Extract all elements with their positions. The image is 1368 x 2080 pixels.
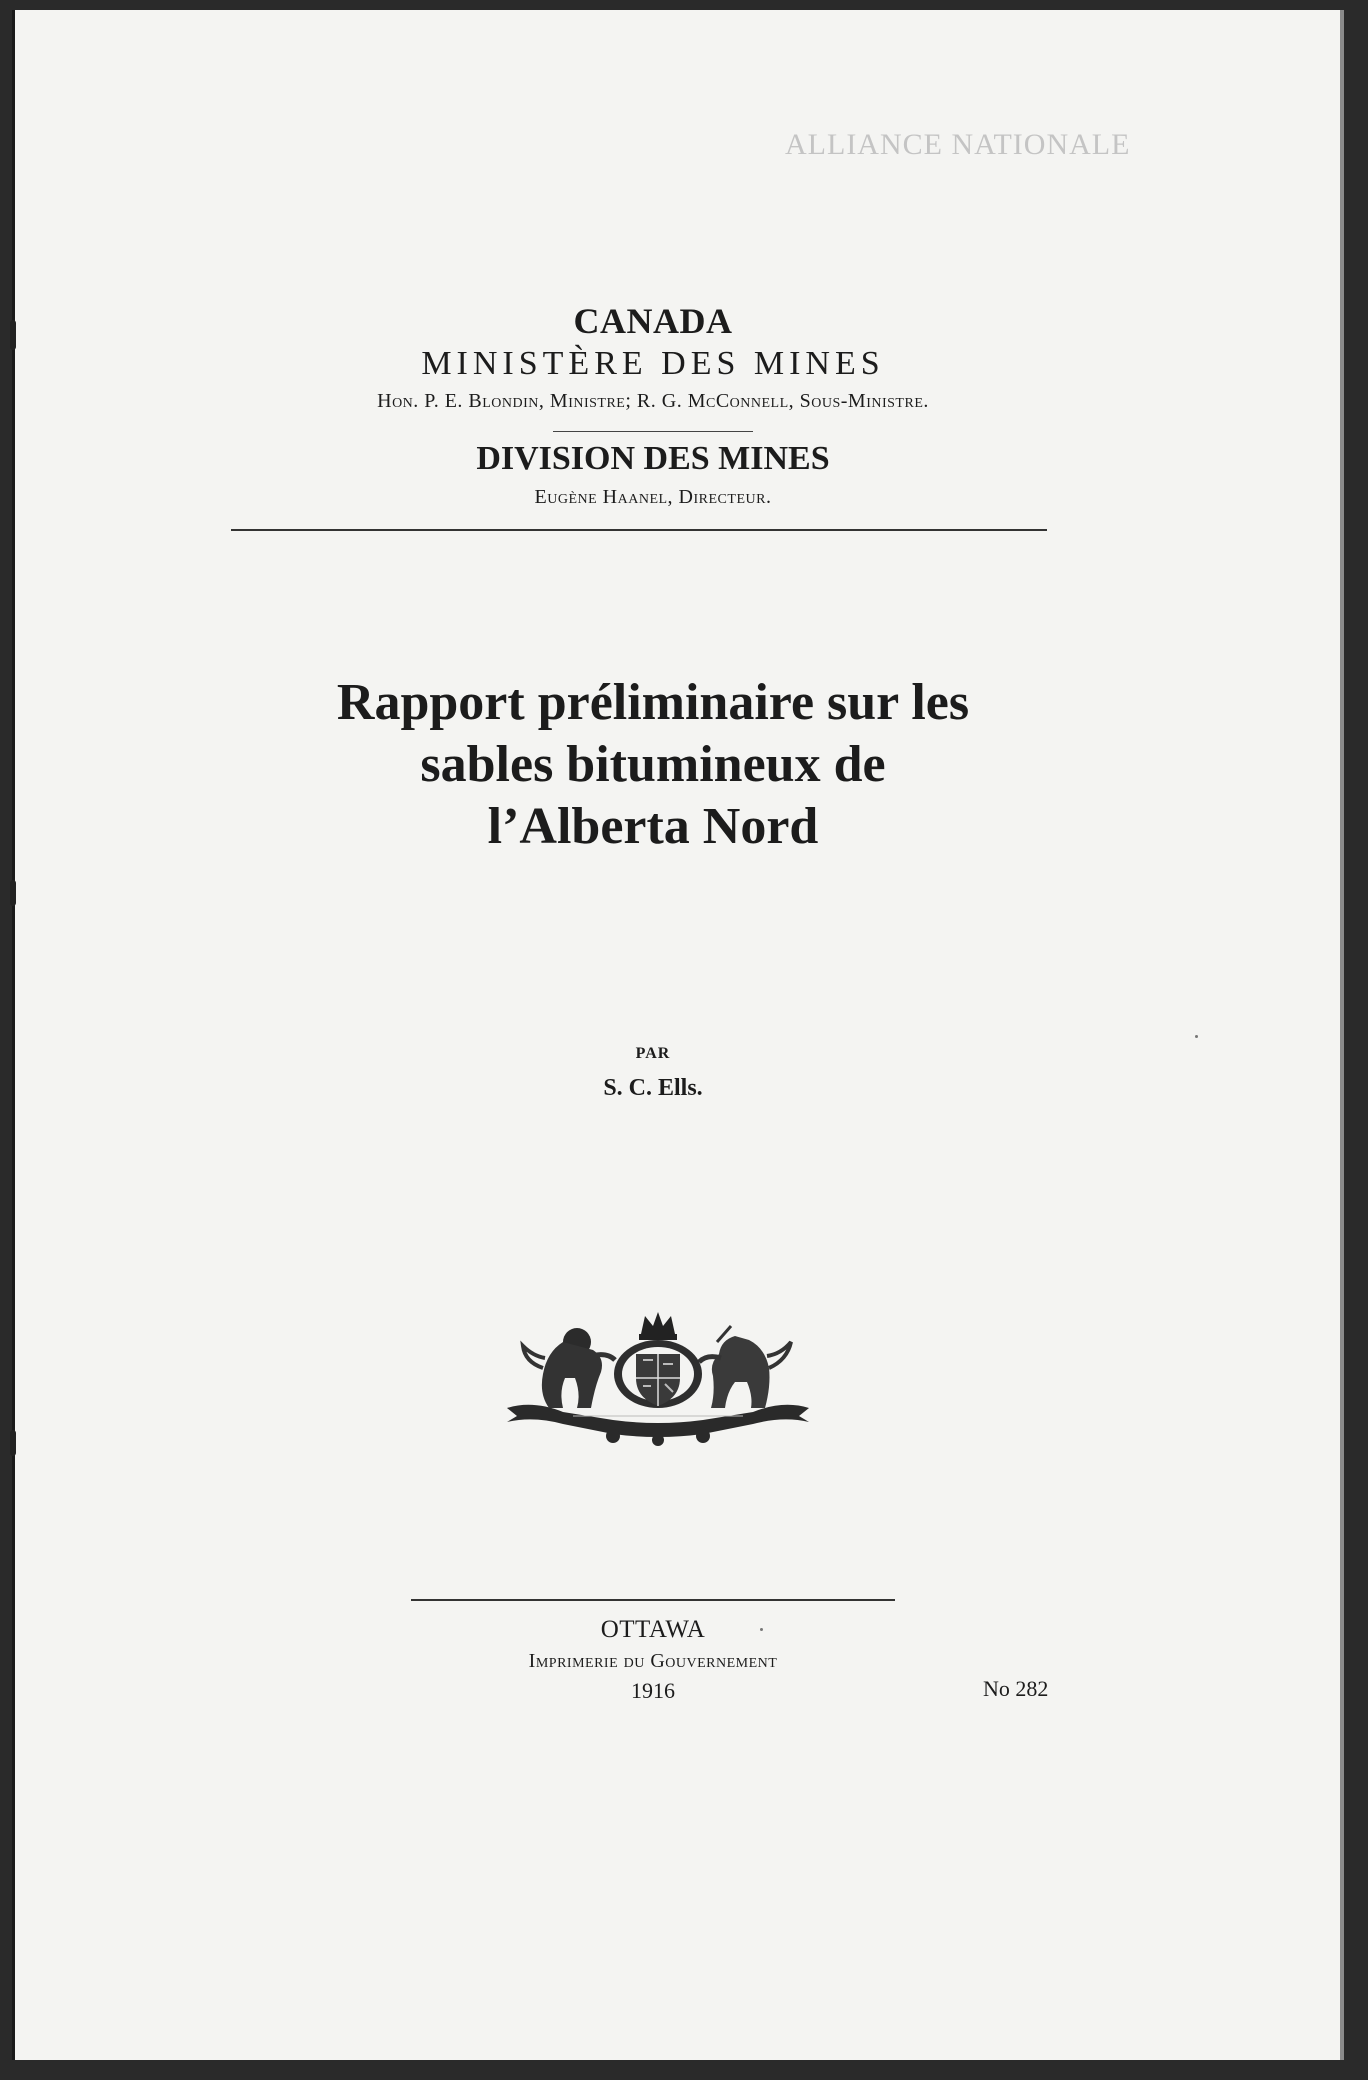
binding-hole-mark — [10, 880, 16, 906]
title-line-2: sables bitumineux de — [420, 736, 886, 793]
paper-speck — [760, 1628, 763, 1631]
binding-hole-mark — [10, 1430, 16, 1456]
imprint-year: 1916 — [631, 1678, 675, 1703]
officials-line: Hon. P. E. Blondin, Ministre; R. G. McConnell, Sous-Ministre. — [377, 390, 929, 412]
title-line-3: l’Alberta Nord — [487, 798, 819, 855]
title-line-1: Rapport préliminaire sur les — [336, 674, 970, 731]
header-divider — [231, 529, 1047, 531]
library-stamp: ALLIANCE NATIONALE — [785, 128, 1131, 161]
ministry-heading: MINISTÈRE DES MINES — [421, 345, 885, 382]
royal-coat-of-arms-icon — [503, 1312, 813, 1456]
report-title — [15, 672, 1291, 858]
imprint-printer: Imprimerie du Gouvernement — [528, 1650, 778, 1672]
footer-divider — [411, 1599, 895, 1601]
director-line: Eugène Haanel, Directeur. — [534, 486, 772, 508]
division-heading: DIVISION DES MINES — [476, 440, 830, 477]
imprint-city: OTTAWA — [600, 1616, 706, 1643]
binding-hole-mark — [10, 320, 16, 350]
paper-speck — [1195, 1035, 1198, 1038]
report-number: No 282 — [983, 1676, 1049, 1701]
by-label: PAR — [635, 1045, 671, 1062]
short-divider — [553, 431, 753, 432]
country-heading: CANADA — [573, 301, 733, 341]
author-name: S. C. Ells. — [603, 1075, 703, 1101]
document-page — [12, 10, 1342, 2060]
